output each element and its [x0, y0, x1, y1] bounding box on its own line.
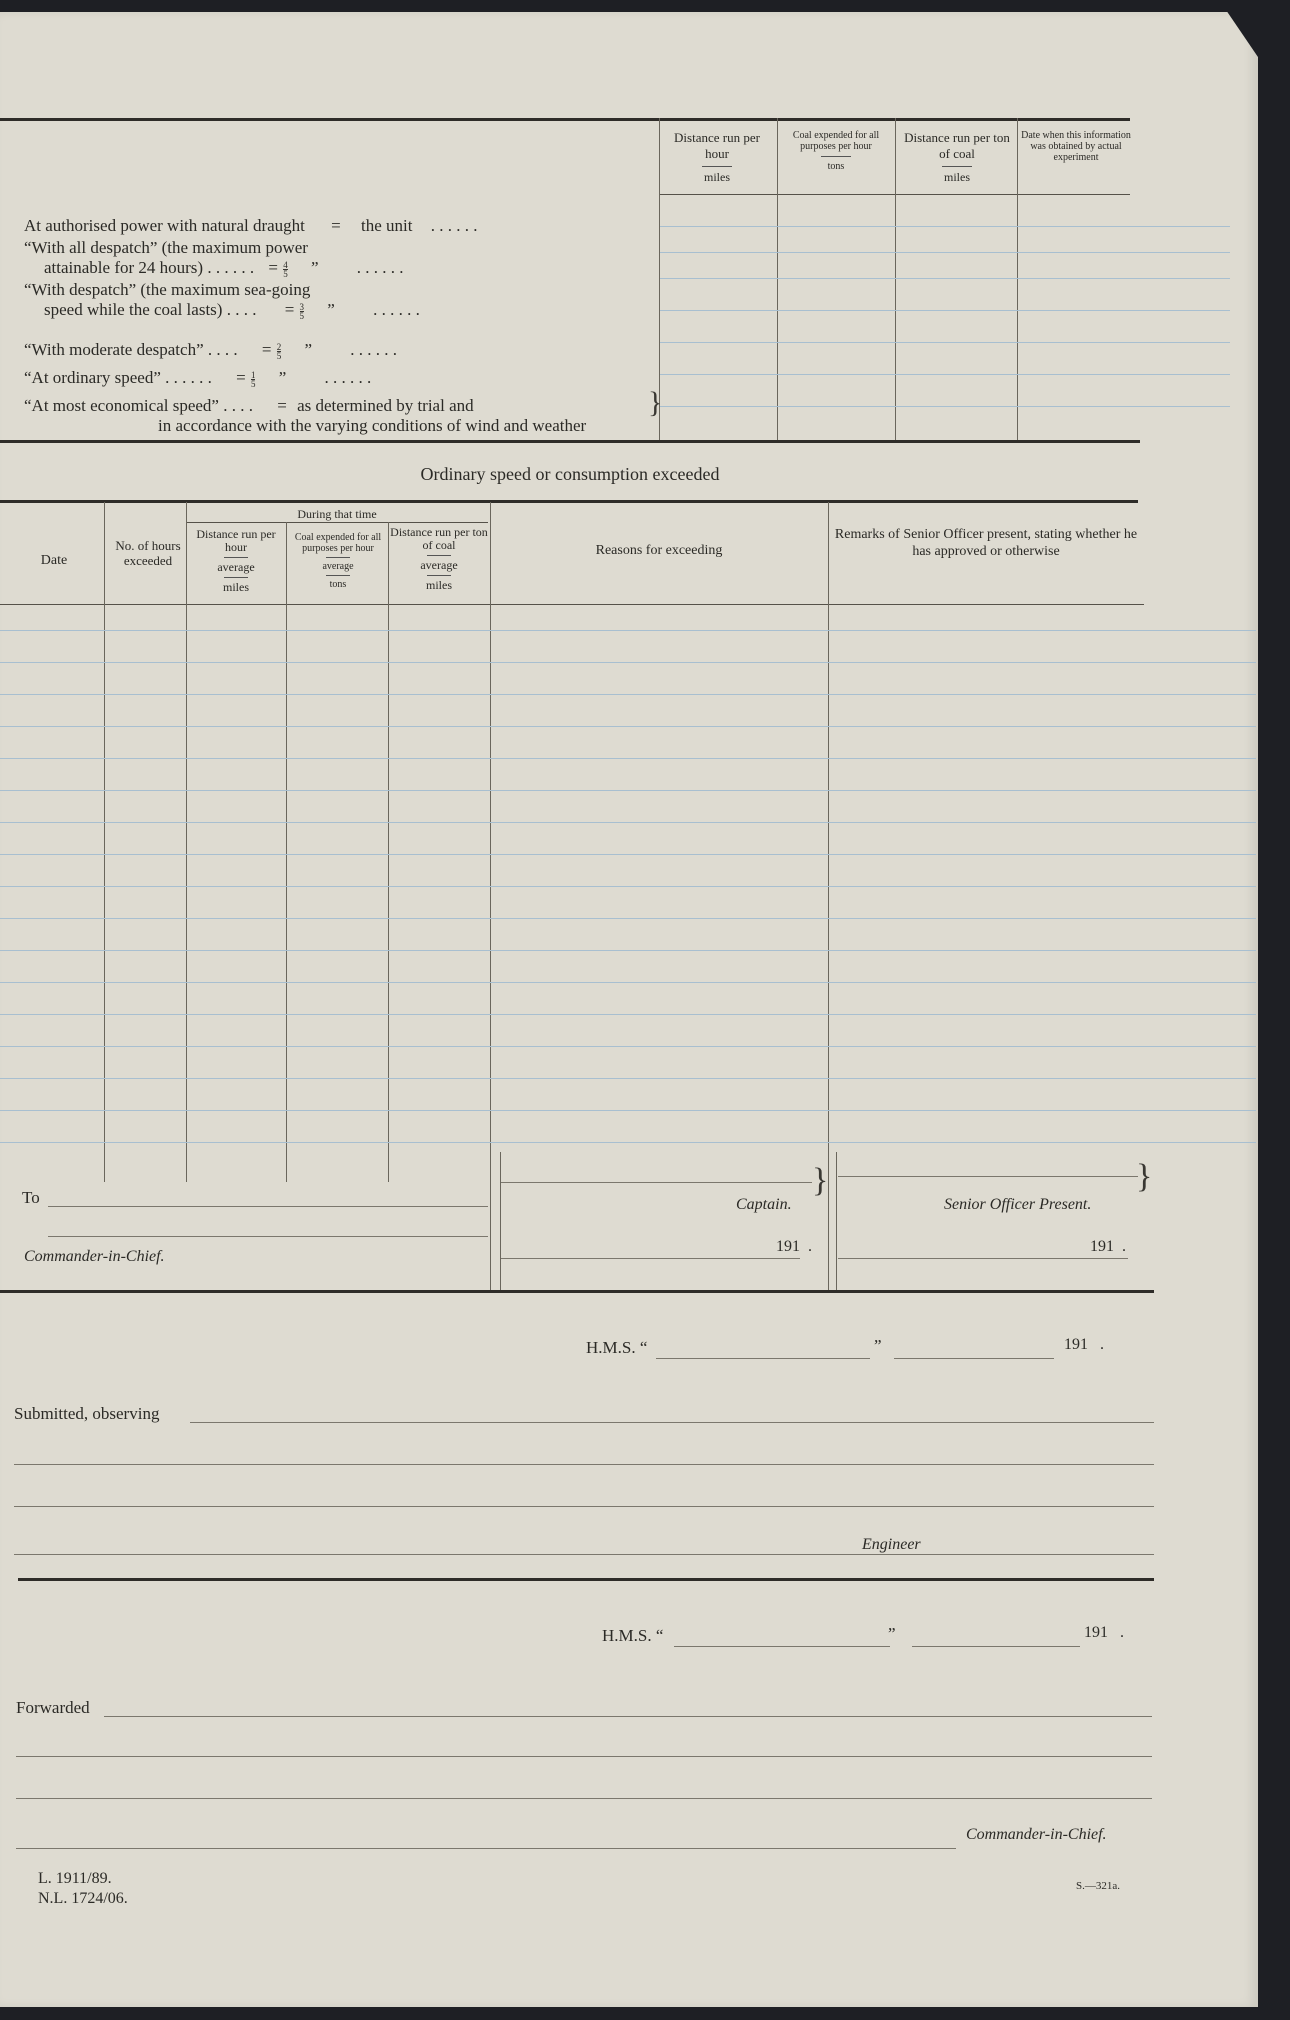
writing-line: [0, 790, 1256, 791]
close-quote-2: ”: [888, 1624, 896, 1643]
writing-line: [0, 854, 1256, 855]
ref-2: N.L. 1724/06.: [38, 1890, 128, 1907]
forwarded-line-1[interactable]: [104, 1716, 1152, 1717]
header-coal-expended: Coal expended for all purposes per hour tons: [792, 130, 880, 172]
writing-line: [0, 758, 1256, 759]
brace: }: [812, 1162, 829, 1199]
row-ordinary-speed: “At ordinary speed” . . . . . . = $\frac{1}{5}$ ” . . . . . .: [24, 368, 372, 389]
form-page: [0, 12, 1258, 2007]
exceed-col-line: [104, 502, 105, 1182]
sig-col-line: [500, 1152, 501, 1290]
top-bottom-rule: [0, 440, 1140, 443]
writing-line: [0, 1014, 1256, 1015]
forwarded-label: Forwarded: [16, 1698, 90, 1717]
exceed-top-rule: [0, 500, 1138, 503]
ship-name-field-1[interactable]: [656, 1358, 870, 1359]
writing-line: [660, 278, 1230, 279]
to-line[interactable]: [48, 1206, 488, 1207]
row-all-despatch: “With all despatch” (the maximum power attainable for 24 hours) . . . . . . = $\frac{4}{5}$ ” . . . . . .: [24, 238, 404, 279]
writing-line: [0, 822, 1256, 823]
header-remarks: Remarks of Senior Officer present, stating whether he has approved or otherwise: [834, 527, 1138, 559]
engineer-signature-line[interactable]: [14, 1554, 1154, 1555]
top-col-line: [1017, 118, 1018, 440]
captain-label: Captain.: [736, 1196, 792, 1213]
ref-1: L. 1911/89.: [38, 1870, 112, 1887]
year-1: 191 .: [776, 1238, 812, 1255]
year-4: 191 .: [1084, 1624, 1124, 1641]
writing-line: [0, 950, 1256, 951]
writing-line: [660, 406, 1230, 407]
captain-signature-line[interactable]: [500, 1182, 812, 1183]
submitted-line-1[interactable]: [190, 1422, 1154, 1423]
writing-line: [0, 662, 1256, 663]
header-hours-exceeded: No. of hours exceeded: [115, 538, 181, 568]
header-date: Date: [40, 553, 68, 568]
brace: }: [1136, 1158, 1153, 1195]
row-economical-speed: “At most economical speed” . . . . = as determined by trial and in accordance with the varying conditions of wind and weather: [24, 396, 587, 435]
row-moderate-despatch: “With moderate despatch” . . . . = $\frac{2}{5}$ ” . . . . . .: [24, 340, 398, 361]
writing-line: [0, 1078, 1256, 1079]
submitted-label: Submitted, observing: [14, 1404, 160, 1423]
writing-line: [0, 1046, 1256, 1047]
writing-line: [0, 1110, 1256, 1111]
writing-line: [0, 886, 1256, 887]
hms-label-2: H.M.S. “: [602, 1626, 664, 1645]
close-quote-1: ”: [874, 1336, 882, 1355]
senior-officer-label: Senior Officer Present.: [944, 1196, 1092, 1213]
ship-name-field-2[interactable]: [674, 1646, 890, 1647]
top-col-line: [895, 118, 896, 440]
submitted-bottom-rule: [18, 1578, 1154, 1581]
exceed-col-line: [286, 522, 287, 1182]
year-2: 191 .: [1090, 1238, 1126, 1255]
writing-line: [0, 694, 1256, 695]
signature-bottom-rule: [0, 1290, 1154, 1293]
writing-line: [0, 726, 1256, 727]
date-field-1[interactable]: [894, 1358, 1054, 1359]
row-authorised-power: At authorised power with natural draught = the unit . . . . . .: [24, 216, 478, 235]
exceed-col-line: [388, 522, 389, 1182]
writing-line: [660, 342, 1230, 343]
writing-line: [0, 918, 1256, 919]
senior-date-line[interactable]: [838, 1258, 1128, 1259]
row-despatch: “With despatch” (the maximum sea-going speed while the coal lasts) . . . . = $\frac{3}{5}$ ” . . . . . .: [24, 280, 420, 321]
top-rule: [0, 118, 1130, 121]
folded-corner: [1226, 10, 1260, 60]
writing-line: [660, 252, 1230, 253]
brace: }: [648, 386, 663, 419]
to-line-2[interactable]: [48, 1236, 488, 1237]
exceed-header-underline: [0, 604, 1144, 605]
writing-line: [660, 226, 1230, 227]
engineer-label: Engineer: [862, 1536, 921, 1553]
header-exceed-coal: Coal expended for all purposes per hour average tons: [294, 532, 382, 590]
header-exceed-distance: Distance run per hour average miles: [196, 527, 276, 594]
hms-label-1: H.M.S. “: [586, 1338, 648, 1357]
writing-line: [0, 630, 1256, 631]
submitted-line-3[interactable]: [14, 1506, 1154, 1507]
header-distance-per-ton: Distance run per ton of coal miles: [904, 130, 1010, 184]
exceed-col-line: [186, 502, 187, 1182]
senior-signature-line[interactable]: [838, 1176, 1138, 1177]
writing-line: [660, 374, 1230, 375]
submitted-line-2[interactable]: [14, 1464, 1154, 1465]
exceed-col-line: [490, 502, 491, 1292]
writing-line: [0, 982, 1256, 983]
commander-label-2: Commander-in-Chief.: [966, 1826, 1107, 1843]
year-3: 191 .: [1064, 1336, 1104, 1353]
writing-line: [0, 1142, 1256, 1143]
header-distance-run: Distance run per hour miles: [674, 130, 760, 184]
forwarded-line-3[interactable]: [16, 1798, 1152, 1799]
header-reasons: Reasons for exceeding: [595, 543, 723, 558]
writing-line: [660, 310, 1230, 311]
commander-label: Commander-in-Chief.: [24, 1248, 165, 1265]
section-title: Ordinary speed or consumption exceeded: [420, 464, 720, 484]
header-during-that-time: During that time: [297, 507, 377, 521]
to-label: To: [22, 1188, 40, 1207]
commander-signature-line[interactable]: [16, 1848, 956, 1849]
sig-col-line: [836, 1152, 837, 1290]
captain-date-line[interactable]: [500, 1258, 800, 1259]
form-number: S.—321a.: [1076, 1880, 1120, 1892]
group-header-rule: [186, 522, 488, 523]
date-field-2[interactable]: [912, 1646, 1080, 1647]
forwarded-line-2[interactable]: [16, 1756, 1152, 1757]
header-exceed-perton: Distance run per ton of coal average miles: [390, 525, 488, 592]
header-date-obtained: Date when this information was obtained by actual experiment: [1021, 130, 1131, 163]
top-col-line: [777, 118, 778, 440]
